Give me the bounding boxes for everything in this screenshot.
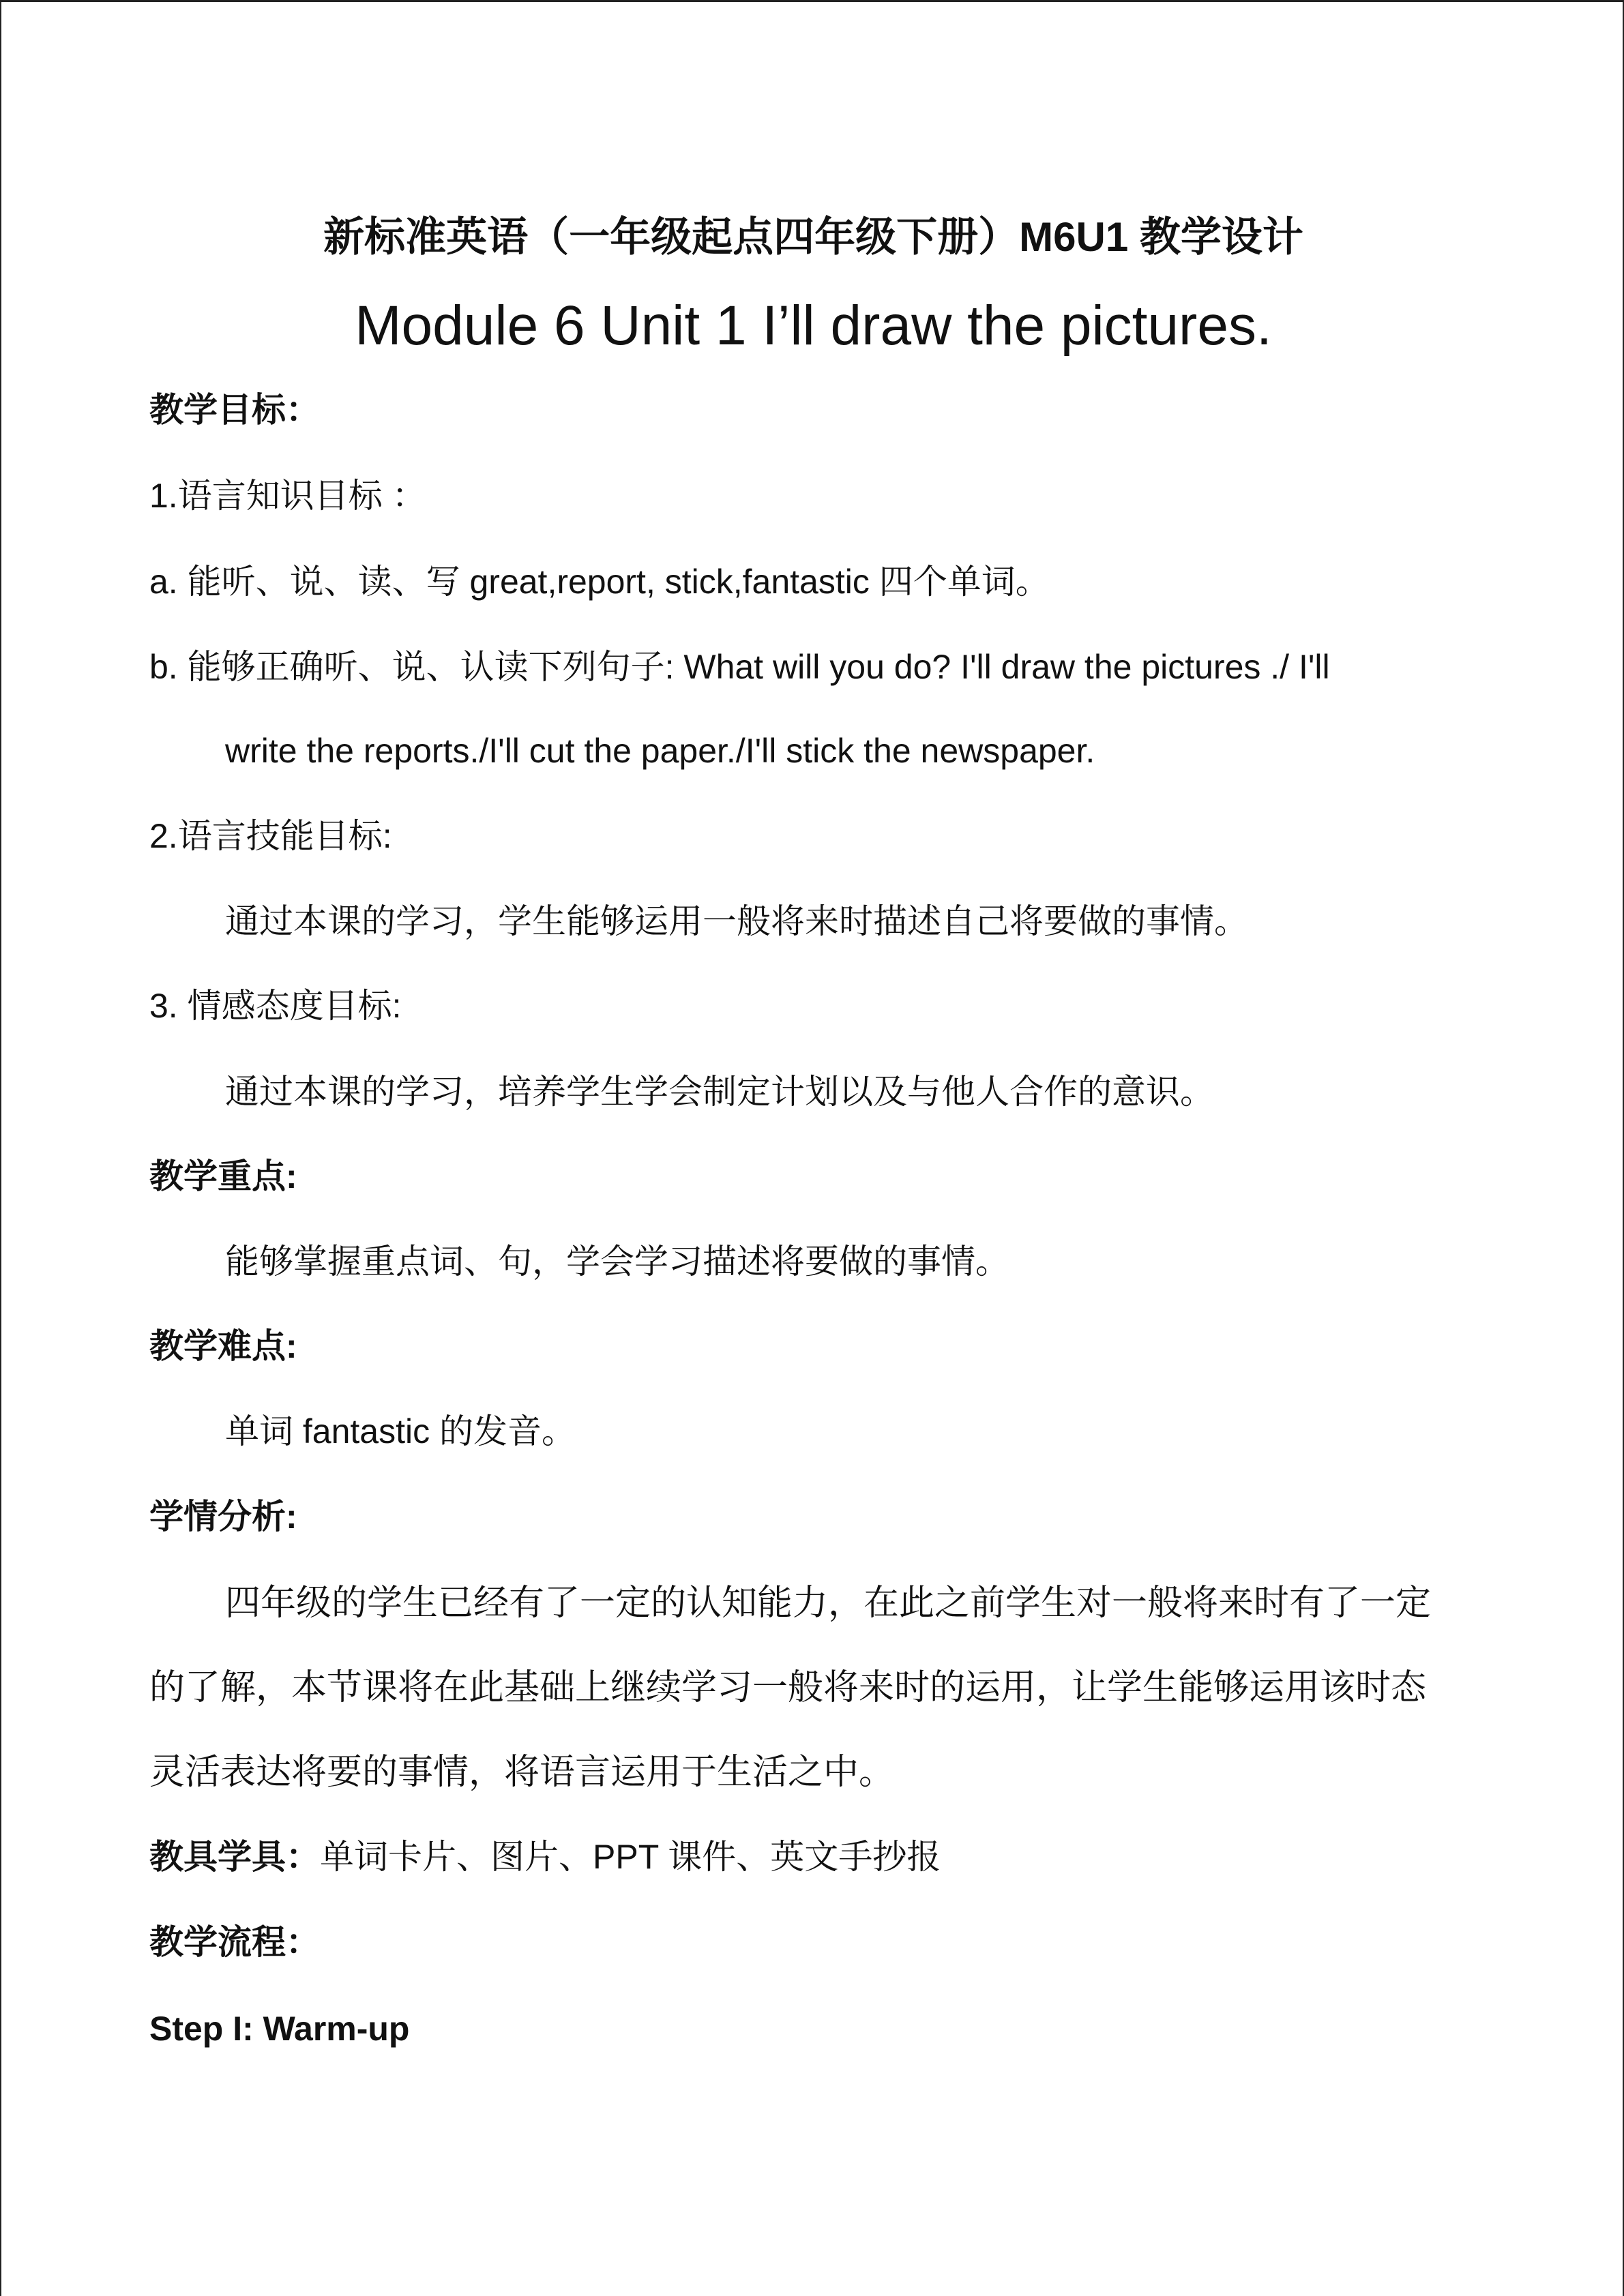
process-heading: 教学流程：: [149, 1923, 320, 1961]
analysis-paragraph: 四年级的学生已经有了一定的认知能力，在此之前学生对一般将来时有了一定的了解，本节课将在此基础上继续学习一般将来时的运用，让学生能够运用该时态灵活表达将要的事情，将语言运用于生活之中。: [149, 1583, 1432, 1792]
attitude-text: 通过本课的学习，培养学生学会制定计划以及与他人合作的意识。: [225, 1073, 1214, 1111]
objectives-heading: 教学目标：: [149, 391, 320, 429]
knowledge-heading: 1.语言知识目标 ：: [149, 477, 426, 515]
difficulties-heading: 教学难点:: [149, 1327, 297, 1365]
document-subtitle: Module 6 Unit 1 I’ll draw the pictures.: [355, 295, 1272, 357]
tools-line: [149, 1833, 941, 1881]
difficulties-text: 单词 fantastic 的发音。: [225, 1412, 576, 1450]
document-title: 新标准英语（一年级起点四年级下册）M6U1 教学设计: [323, 214, 1303, 260]
skills-text: 通过本课的学习，学生能够运用一般将来时描述自己将要做的事情。: [225, 902, 1248, 940]
skills-heading: 2.语言技能目标:: [149, 817, 392, 855]
knowledge-item-b-line2: write the reports./I'll cut the paper./I'll stick the newspaper.: [225, 732, 1095, 770]
step1-heading: Step I: Warm-up: [149, 2010, 410, 2048]
attitude-heading: 3. 情感态度目标:: [149, 987, 402, 1025]
knowledge-item-b-line1: b. 能够正确听、说、认读下列句子: What will you do? I'll draw the pictures ./ I'll: [149, 648, 1330, 686]
tools-heading: 教具学具：: [149, 1838, 320, 1876]
key-points-text: 能够掌握重点词、句，学会学习描述将要做的事情。: [225, 1242, 1009, 1281]
analysis-heading: 学情分析:: [149, 1497, 297, 1536]
tools-text: 单词卡片、图片、PPT 课件、英文手抄报: [320, 1838, 941, 1876]
knowledge-item-a: a. 能听、说、读、写 great,report, stick,fantastic 四个单词。: [149, 563, 1050, 601]
key-points-heading: 教学重点:: [149, 1157, 297, 1195]
